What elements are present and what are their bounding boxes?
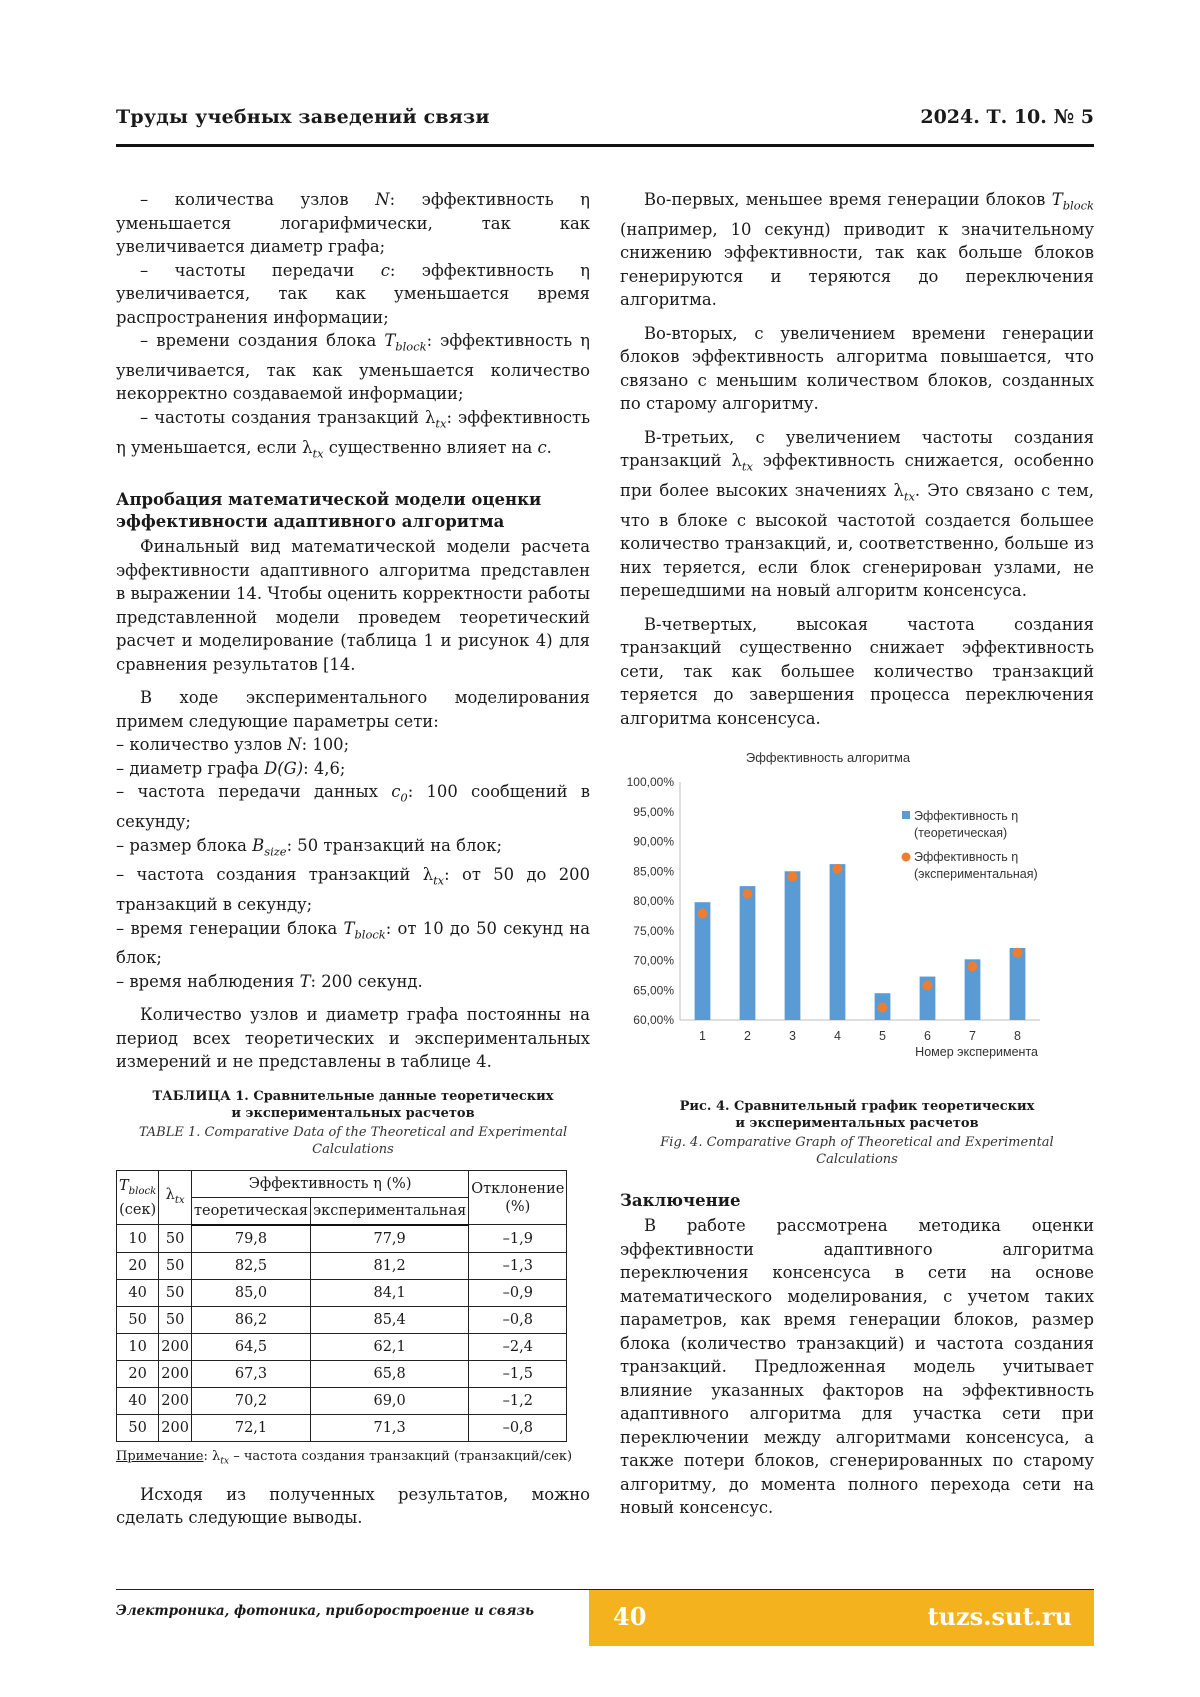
legend-label-theoretical: Эффективность η bbox=[914, 809, 1019, 824]
table-cell: 50 bbox=[117, 1306, 159, 1333]
table-row bbox=[117, 1414, 567, 1441]
table-cell: 50 bbox=[159, 1279, 192, 1306]
legend-label-theoretical-2: (теоретическая) bbox=[914, 826, 1008, 841]
table-row bbox=[117, 1360, 567, 1387]
table-header-deviation: Отклонение (%) bbox=[469, 1170, 567, 1225]
x-tick-label: 2 bbox=[744, 1029, 751, 1044]
data-point bbox=[833, 864, 843, 874]
right-column bbox=[620, 188, 1094, 1520]
parameter-list bbox=[116, 733, 590, 993]
x-tick-label: 4 bbox=[834, 1029, 841, 1044]
table-cell: 50 bbox=[159, 1252, 192, 1279]
y-tick-label: 80,00% bbox=[633, 894, 674, 909]
table-note: Примечание: $\lambda_{tx}$ – частота создания транзакций (транзакций/сек) bbox=[116, 1448, 573, 1467]
table-cell: –0,9 bbox=[469, 1279, 567, 1306]
table-cell: 200 bbox=[159, 1360, 192, 1387]
table-cell: 82,5 bbox=[191, 1252, 310, 1279]
table-header-experimental: экспериментальная bbox=[311, 1197, 469, 1225]
parameter-item: – частота создания транзакций $\lambda_{tx}$: от 50 до 200 транзакций в секунду; bbox=[116, 865, 590, 915]
site-link[interactable]: tuzs.sut.ru bbox=[927, 1602, 1072, 1631]
bar bbox=[830, 864, 846, 1020]
footer-band bbox=[589, 1590, 1094, 1646]
table-cell: 10 bbox=[117, 1333, 159, 1360]
y-tick-label: 85,00% bbox=[633, 864, 674, 879]
table-cell: 200 bbox=[159, 1414, 192, 1441]
x-tick-label: 1 bbox=[699, 1029, 706, 1044]
y-tick-label: 95,00% bbox=[633, 805, 674, 820]
conclusion-paragraph: В работе рассмотрена методика оценки эффективности адаптивного алгоритма переключения консенсуса в сети на основе математического моделирования, с учетом таких параметров, как время генерации блоков, размер блока (количество транзакций) и частота создания транзакций. Предложенная модель учитывает влияние указанных факторов на эффективность адаптивного алгоритма для участка сети при переключении между алгоритмами консенсуса, а также потери блоков, сгенерированных по старому алгоритму, до момента полного перехода сети на новый консенсус. bbox=[620, 1216, 1094, 1518]
y-tick-label: 65,00% bbox=[633, 983, 674, 998]
paragraph: Во-первых, меньшее время генерации блоков $T_{block}$ (например, 10 секунд) приводит к значительному снижению эффективности, так как больше блоков генерируются и теряются до переключения алгоритма. bbox=[620, 190, 1094, 310]
table-cell: 50 bbox=[159, 1225, 192, 1253]
table-header-lambda: $\lambda_{tx}$ bbox=[159, 1170, 192, 1225]
parameter-item: – время генерации блока $T_{block}$: от 10 до 50 секунд на блок; bbox=[116, 918, 591, 968]
table-cell: –1,3 bbox=[469, 1252, 567, 1279]
table-cell: –1,9 bbox=[469, 1225, 567, 1253]
data-point bbox=[1013, 948, 1023, 958]
table-cell: 71,3 bbox=[311, 1414, 469, 1441]
parameter-item: – диаметр графа D(G): 4,6; bbox=[116, 758, 346, 778]
y-tick-label: 75,00% bbox=[633, 924, 674, 939]
table-row bbox=[117, 1333, 567, 1360]
table-cell: 67,3 bbox=[191, 1360, 310, 1387]
table-cell: 62,1 bbox=[311, 1333, 469, 1360]
data-point bbox=[698, 909, 708, 919]
table-cell: –1,2 bbox=[469, 1387, 567, 1414]
table-cell: 69,0 bbox=[311, 1387, 469, 1414]
table-cell: 50 bbox=[117, 1414, 159, 1441]
factor-item: – частоты передачи c: эффективность η увеличивается, так как уменьшается время распространения информации; bbox=[116, 260, 590, 327]
table-cell: 77,9 bbox=[311, 1225, 469, 1253]
data-point bbox=[968, 962, 978, 972]
x-tick-label: 8 bbox=[1014, 1029, 1021, 1044]
table-row bbox=[117, 1252, 567, 1279]
journal-issue: 2024. Т. 10. № 5 bbox=[920, 106, 1094, 128]
conclusion-heading: Заключение bbox=[620, 1191, 741, 1211]
figure-caption-en: Fig. 4. Comparative Graph of Theoretical and Experimental Calculations bbox=[660, 1135, 1054, 1168]
table-row bbox=[117, 1279, 567, 1306]
paragraph: В ходе экспериментального моделирования примем следующие параметры сети: bbox=[116, 688, 590, 731]
bar bbox=[1010, 948, 1026, 1020]
page-header bbox=[116, 104, 1094, 147]
parameter-item: – время наблюдения T: 200 секунд. bbox=[116, 971, 423, 991]
x-axis-label: Номер эксперимента bbox=[915, 1045, 1038, 1060]
table-cell: 200 bbox=[159, 1333, 192, 1360]
paragraph: В-третьих, с увеличением частоты создания транзакций $\lambda_{tx}$ эффективность снижается, особенно при более высоких значениях $\lambda_{tx}$. Это связано с тем, что в блоке с высокой частотой создается большее количество транзакций, и, соответственно, больше из них теряется, если блок сгенерирован узлами, не перешедшими на новый алгоритм консенсуса. bbox=[620, 427, 1094, 601]
parameter-item: – размер блока $B_{size}$: 50 транзакций на блок; bbox=[116, 835, 503, 858]
table-header-theoretical: теоретическая bbox=[191, 1197, 310, 1225]
table-cell: 65,8 bbox=[311, 1360, 469, 1387]
bar bbox=[740, 886, 756, 1020]
y-tick-label: 60,00% bbox=[633, 1013, 674, 1028]
table-cell: 85,0 bbox=[191, 1279, 310, 1306]
y-tick-label: 70,00% bbox=[633, 953, 674, 968]
table-cell: 40 bbox=[117, 1279, 159, 1306]
data-point bbox=[923, 981, 933, 991]
table-cell: 81,2 bbox=[311, 1252, 469, 1279]
footer-section: Электроника, фотоника, приборостроение и связь bbox=[116, 1603, 535, 1619]
table-cell: –1,5 bbox=[469, 1360, 567, 1387]
factor-item: – частоты создания транзакций $\lambda_{tx}$: эффективность η уменьшается, если $\lambda_{tx}$ существенно влияет на c. bbox=[116, 407, 590, 460]
table-caption: ТАБЛИЦА 1. Сравнительные данные теоретических и экспериментальных расчетов bbox=[152, 1088, 554, 1121]
legend-label-experimental-2: (экспериментальная) bbox=[914, 867, 1038, 882]
table-cell: 70,2 bbox=[191, 1387, 310, 1414]
y-tick-label: 100,00% bbox=[626, 775, 674, 790]
table-cell: 10 bbox=[117, 1225, 159, 1253]
table-caption-en: TABLE 1. Comparative Data of the Theoretical and Experimental Calculations bbox=[138, 1124, 568, 1157]
legend-swatch-experimental bbox=[902, 853, 911, 862]
table-cell: 50 bbox=[159, 1306, 192, 1333]
table-cell: 79,8 bbox=[191, 1225, 310, 1253]
chart-svg bbox=[620, 738, 1094, 1098]
data-point bbox=[878, 1003, 888, 1013]
table-cell: –0,8 bbox=[469, 1414, 567, 1441]
factor-list bbox=[116, 188, 590, 465]
table-header-efficiency: Эффективность η (%) bbox=[191, 1170, 468, 1197]
paragraph: Финальный вид математической модели расчета эффективности адаптивного алгоритма представлен в выражении 14. Чтобы оценить корректности работы представленной модели проведем теоретический расчет и моделирование (таблица 1 и рисунок 4) для сравнения результатов [14. bbox=[116, 537, 590, 674]
table-row bbox=[117, 1225, 567, 1253]
table-cell: 84,1 bbox=[311, 1279, 469, 1306]
left-column bbox=[116, 188, 590, 1530]
table-header-tblock: $T_{block}$ (сек) bbox=[117, 1170, 159, 1225]
paragraph: В-четвертых, высокая частота создания транзакций существенно снижает эффективность сети, так как большее количество транзакций теряется до завершения процесса переключения алгоритма консенсуса. bbox=[620, 614, 1094, 728]
x-tick-label: 6 bbox=[924, 1029, 931, 1044]
y-tick-label: 90,00% bbox=[633, 834, 674, 849]
table-cell: 86,2 bbox=[191, 1306, 310, 1333]
data-point bbox=[743, 889, 753, 899]
bar bbox=[695, 903, 711, 1021]
table-row bbox=[117, 1387, 567, 1414]
parameter-item: – частота передачи данных $c_0$: 100 сообщений в секунду; bbox=[116, 782, 590, 832]
factor-item: – количества узлов N: эффективность η уменьшается логарифмически, так как увеличивается диаметр графа; bbox=[116, 190, 590, 256]
factor-item: – времени создания блока $T_{block}$: эффективность η увеличивается, так как уменьшается количество некорректно создаваемой информации; bbox=[116, 331, 590, 404]
comparison-table bbox=[116, 1170, 567, 1442]
table-row bbox=[117, 1306, 567, 1333]
table-cell: 200 bbox=[159, 1387, 192, 1414]
page-number: 40 bbox=[613, 1602, 647, 1631]
legend-swatch-theoretical bbox=[902, 811, 910, 819]
table-cell: 85,4 bbox=[311, 1306, 469, 1333]
section-heading: Апробация математической модели оценки эффективности адаптивного алгоритма bbox=[116, 490, 542, 532]
bar bbox=[785, 872, 801, 1021]
journal-title: Труды учебных заведений связи bbox=[116, 106, 490, 128]
chart-title: Эффективность алгоритма bbox=[745, 750, 911, 766]
x-tick-label: 3 bbox=[789, 1029, 796, 1044]
table-cell: 40 bbox=[117, 1387, 159, 1414]
paragraph: Во-вторых, с увеличением времени генерации блоков эффективность алгоритма повышается, что связано с меньшим количеством блоков, созданных по старому алгоритму. bbox=[620, 323, 1094, 414]
table-cell: 64,5 bbox=[191, 1333, 310, 1360]
parameter-item: – количество узлов N: 100; bbox=[116, 735, 350, 755]
table-cell: –0,8 bbox=[469, 1306, 567, 1333]
paragraph: Количество узлов и диаметр графа постоянны на период всех теоретических и экспериментальных измерений и не представлены в таблице 4. bbox=[116, 1005, 590, 1072]
table-cell: 72,1 bbox=[191, 1414, 310, 1441]
data-point bbox=[788, 872, 798, 882]
table-cell: 20 bbox=[117, 1360, 159, 1387]
x-tick-label: 7 bbox=[969, 1029, 976, 1044]
efficiency-chart bbox=[620, 738, 1094, 1098]
table-cell: –2,4 bbox=[469, 1333, 567, 1360]
legend-label-experimental: Эффективность η bbox=[914, 850, 1019, 865]
x-tick-label: 5 bbox=[879, 1029, 886, 1044]
paragraph: Исходя из полученных результатов, можно сделать следующие выводы. bbox=[116, 1484, 590, 1528]
table-cell: 20 bbox=[117, 1252, 159, 1279]
figure-caption: Рис. 4. Сравнительный график теоретических и экспериментальных расчетов bbox=[679, 1099, 1035, 1132]
